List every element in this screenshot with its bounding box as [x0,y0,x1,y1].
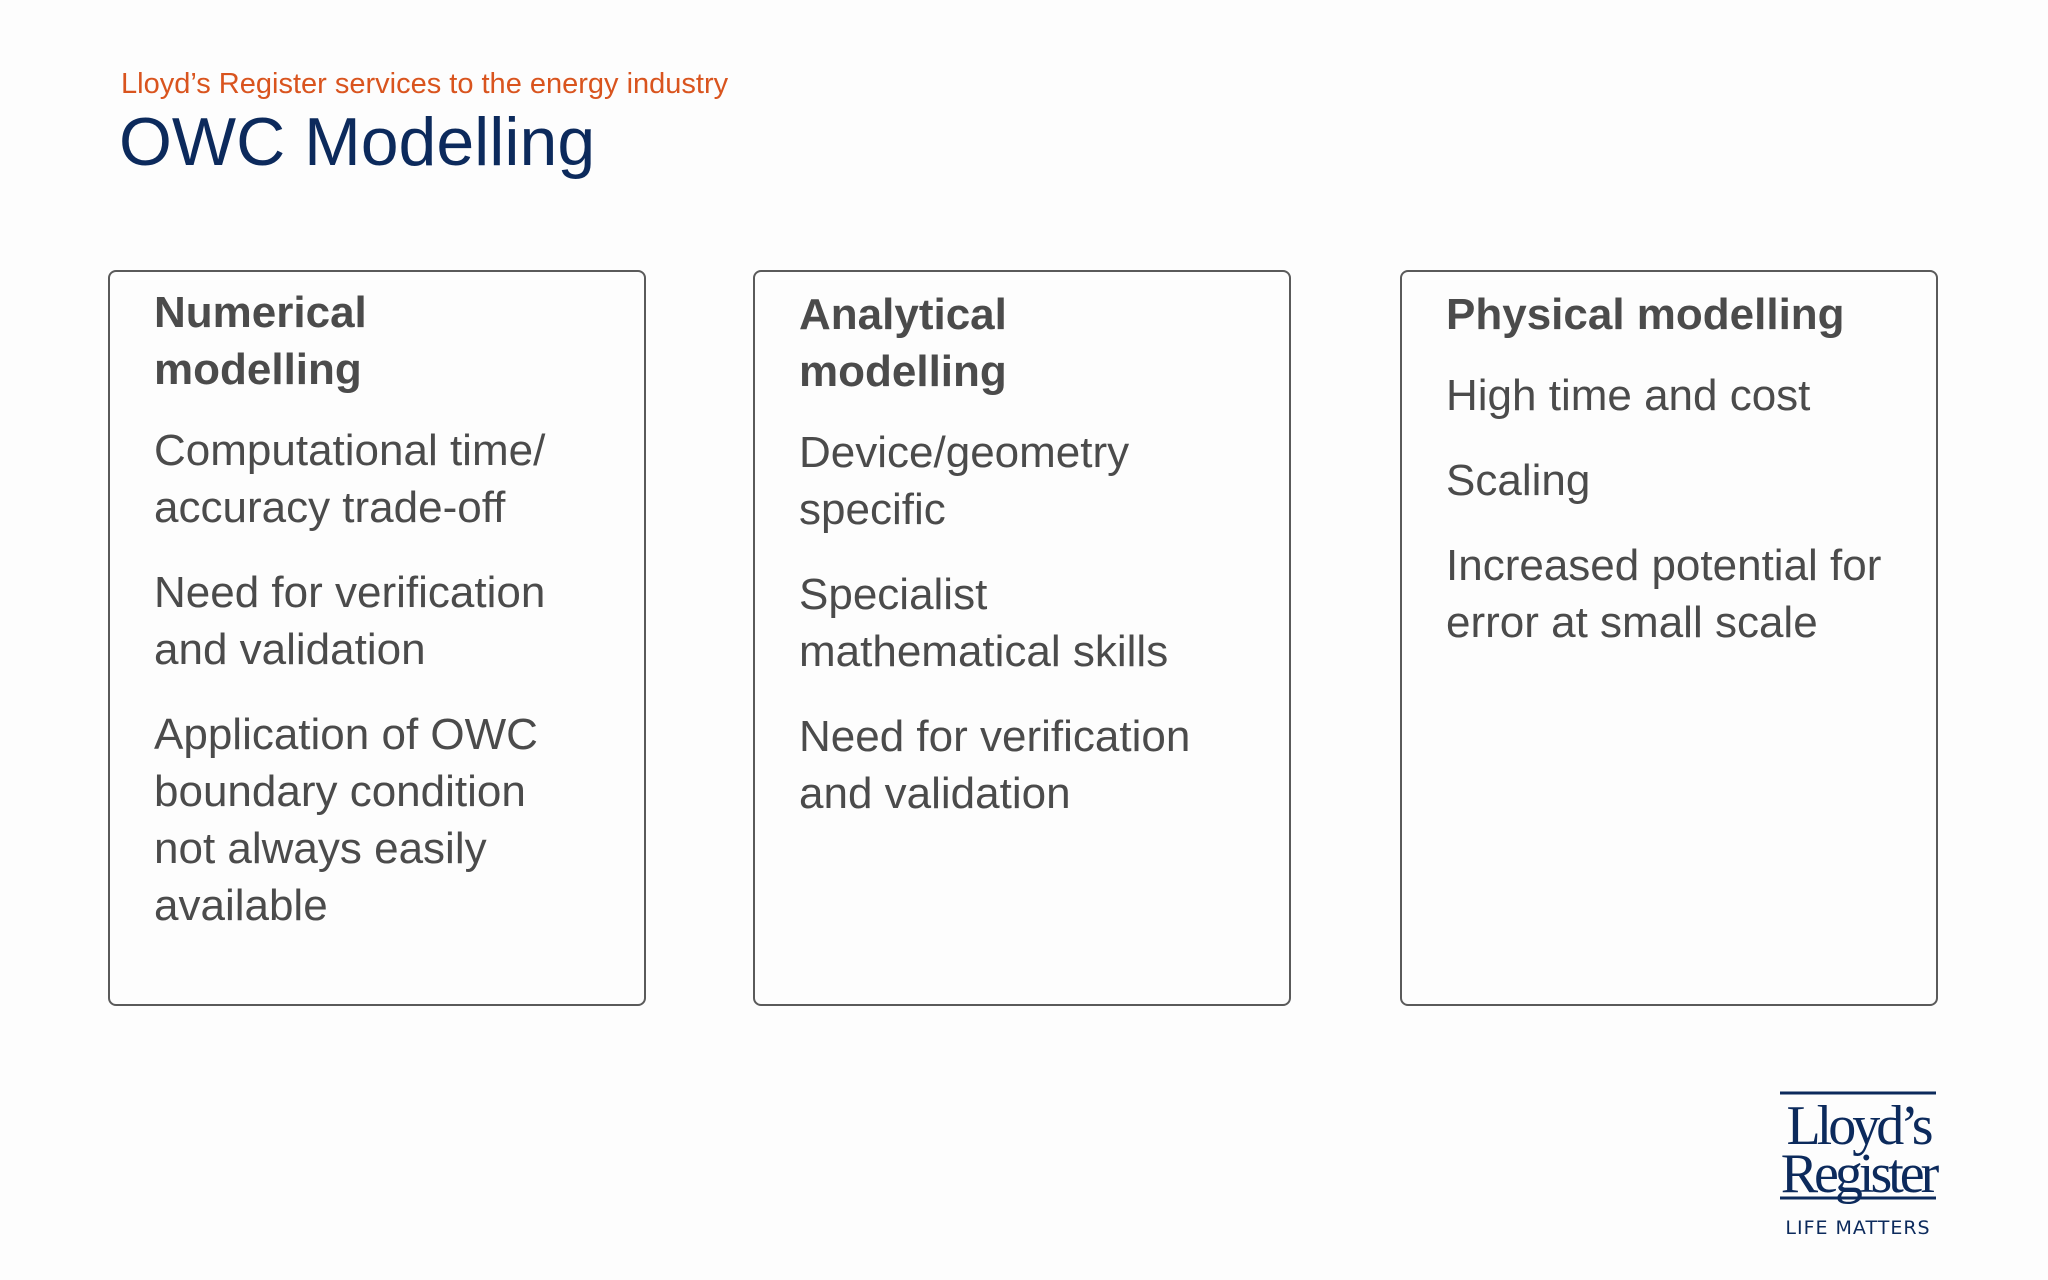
panel-item: Computational time/ accuracy trade-off [154,426,546,532]
panel-item: Application of OWC boundary condition not always easily available [154,710,538,930]
panel-physical-modelling [1400,270,1938,1006]
panel-heading: Numerical modelling [154,288,367,394]
panel-item: Scaling [1446,456,1591,505]
logo-line1: Lloyd’s [1786,1095,1930,1157]
lloyds-register-logo [1776,1088,1940,1240]
panel-numerical-modelling [108,270,646,1006]
logo-line2: Register [1780,1143,1936,1205]
panel-item: Increased potential for error at small scale [1446,541,1882,647]
slide-title: OWC Modelling [119,104,596,180]
panel-item: Need for verification and validation [799,712,1191,818]
logo-tagline: LIFE MATTERS [1785,1217,1931,1239]
panel-item: Device/geometry specific [799,428,1130,534]
panel-heading: Analytical modelling [799,290,1007,396]
panel-item: Need for verification and validation [154,568,546,674]
panel-heading: Physical modelling [1446,290,1845,339]
slide-subtitle: Lloyd’s Register services to the energy industry [121,68,729,100]
panel-item: High time and cost [1446,371,1811,420]
panel-analytical-modelling [753,270,1291,1006]
panel-item: Specialist mathematical skills [799,570,1169,676]
